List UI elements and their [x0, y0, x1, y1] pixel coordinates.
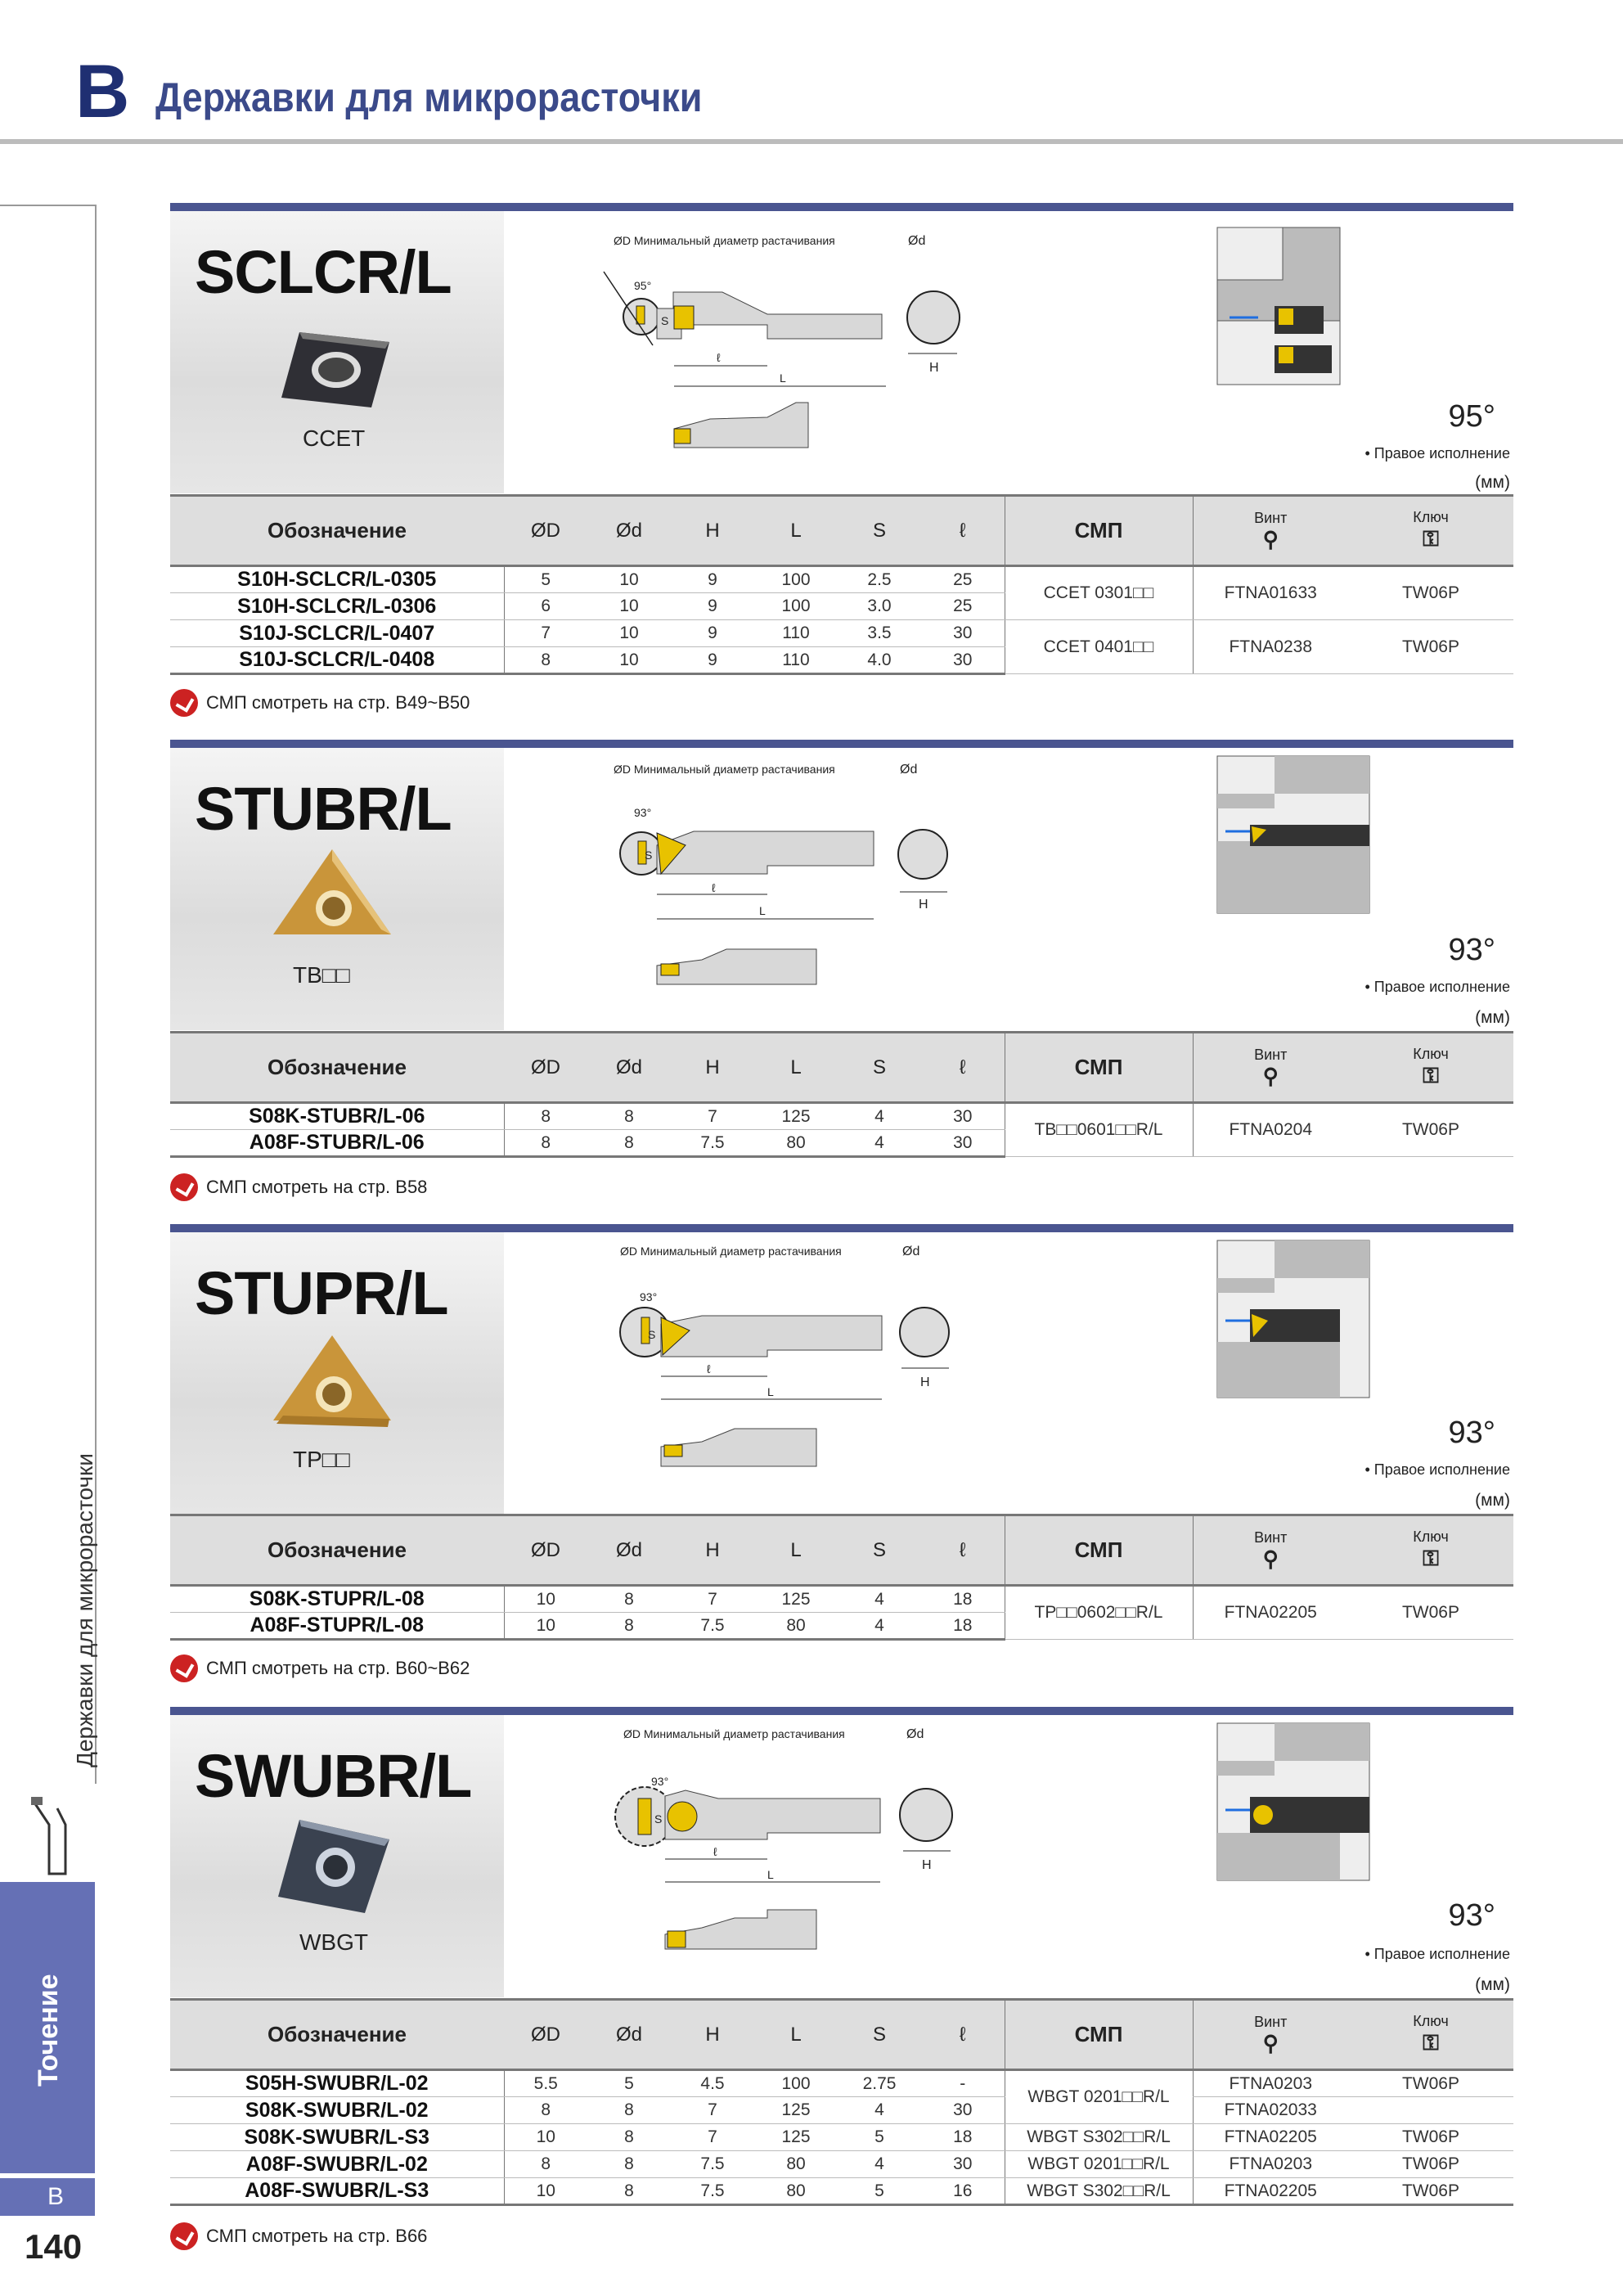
table-row	[170, 2178, 1513, 2205]
product-code-cell: S08K-STUPR/L-08	[170, 1586, 504, 1613]
section-band	[170, 1707, 1513, 1715]
svg-text:L: L	[767, 1868, 774, 1881]
column-header	[1348, 1515, 1513, 1586]
column-header: L	[754, 2000, 838, 2070]
section-band	[170, 203, 1513, 211]
svg-text:H: H	[922, 1858, 932, 1872]
column-header: ℓ	[921, 2000, 1005, 2070]
column-header: ℓ	[921, 1033, 1005, 1103]
table-cell: 9	[671, 620, 754, 647]
product-section-sclcr	[170, 203, 1513, 735]
column-header: H	[671, 1033, 754, 1103]
product-name: STUPR/L	[195, 1259, 448, 1327]
table-row	[170, 2070, 1513, 2097]
table-cell: 5	[838, 2178, 921, 2205]
svg-text:ØD Минимальный диаметр растачи: ØD Минимальный диаметр растачивания	[614, 763, 835, 776]
col-header-screw	[1193, 496, 1348, 566]
page-number: 140	[25, 2227, 83, 2266]
label-text: Винт	[1254, 2013, 1288, 2030]
section-letter: B	[75, 50, 130, 133]
product-code-cell: A08F-SWUBR/L-02	[170, 2151, 504, 2178]
table-cell: 10	[587, 647, 671, 674]
product-name: SCLCR/L	[195, 238, 452, 306]
insert-image-ccet	[267, 326, 398, 416]
table-cell: 10	[587, 620, 671, 647]
table-cell: 80	[754, 2178, 838, 2205]
table-cell: WBGT 0201□□R/L	[1005, 2070, 1193, 2124]
col-header-code: Обозначение	[170, 1033, 504, 1103]
table-cell: 10	[504, 1586, 587, 1613]
table-cell: 30	[921, 2151, 1005, 2178]
tool-dimension-diagram	[522, 1718, 1504, 2001]
table-cell: 7	[671, 1586, 754, 1613]
insert-reference-note[interactable]: СМП смотреть на стр. B60~B62	[170, 1654, 470, 1682]
label-text: Ключ	[1413, 1046, 1449, 1062]
table-cell: 18	[921, 1613, 1005, 1640]
table-cell: 7	[504, 620, 587, 647]
tool-dimension-diagram	[522, 1236, 1504, 1518]
hand-note: • Правое исполнение	[1364, 445, 1510, 461]
product-code-cell: S10H-SCLCR/L-0306	[170, 593, 504, 620]
table-cell: TW06P	[1348, 2151, 1513, 2178]
svg-text:Ød: Ød	[906, 1727, 924, 1741]
table-header-row	[170, 1033, 1513, 1103]
table-cell: FTNA0203	[1193, 2070, 1348, 2097]
table-cell: 4.0	[838, 647, 921, 674]
svg-text:Ød: Ød	[900, 763, 918, 777]
insert-reference-note[interactable]: СМП смотреть на стр. B58	[170, 1173, 427, 1201]
table-cell: 7	[671, 1103, 754, 1130]
table-cell: CCET 0301□□	[1005, 566, 1193, 620]
insert-reference-note[interactable]: СМП смотреть на стр. B66	[170, 2222, 427, 2250]
table-cell: 110	[754, 647, 838, 674]
screw-icon: ⚲	[1262, 1546, 1279, 1571]
column-header: ØD	[504, 1033, 587, 1103]
table-cell: 8	[504, 1103, 587, 1130]
col-header-D: ØD	[504, 496, 587, 566]
table-cell: FTNA01633	[1193, 566, 1348, 620]
insert-image-tb	[267, 844, 398, 943]
table-cell: TB□□0601□□R/L	[1005, 1103, 1193, 1157]
table-cell: 30	[921, 620, 1005, 647]
table-cell: 110	[754, 620, 838, 647]
header-rule	[0, 139, 1623, 144]
approach-angle: 93°	[1448, 1898, 1495, 1933]
table-cell: TW06P	[1348, 620, 1513, 674]
specs-table	[170, 1998, 1513, 2206]
insert-image-tp	[267, 1330, 398, 1429]
svg-text:ℓ: ℓ	[717, 351, 721, 364]
table-cell: 18	[921, 1586, 1005, 1613]
table-header-row	[170, 1515, 1513, 1586]
table-cell: 8	[587, 1103, 671, 1130]
table-cell: 18	[921, 2124, 1005, 2151]
sidebar-tab-turning[interactable]	[0, 1882, 95, 2173]
table-cell: 7.5	[671, 1613, 754, 1640]
specs-table	[170, 1514, 1513, 1641]
label-text: Винт	[1254, 509, 1288, 526]
column-header: Ød	[587, 1033, 671, 1103]
boring-tool-icon	[25, 1792, 82, 1882]
svg-text:H: H	[919, 898, 928, 912]
table-cell: WBGT S302□□R/L	[1005, 2124, 1193, 2151]
specs-table	[170, 1031, 1513, 1158]
svg-text:93°: 93°	[634, 806, 652, 819]
page-link-icon	[170, 1654, 198, 1682]
svg-text:Ød: Ød	[902, 1245, 920, 1258]
insert-type: WBGT	[299, 1929, 368, 1955]
table-cell: 4	[838, 1130, 921, 1157]
svg-text:93°: 93°	[651, 1775, 669, 1788]
hand-note: • Правое исполнение	[1364, 1946, 1510, 1962]
column-header: L	[754, 1033, 838, 1103]
table-cell: 3.0	[838, 593, 921, 620]
col-header-d: Ød	[587, 496, 671, 566]
table-cell: 7	[671, 2097, 754, 2124]
table-cell: WBGT 0201□□R/L	[1005, 2151, 1193, 2178]
table-cell: FTNA02205	[1193, 2178, 1348, 2205]
table-cell: 80	[754, 2151, 838, 2178]
approach-angle: 93°	[1448, 933, 1495, 967]
table-cell: 5.5	[504, 2070, 587, 2097]
column-header: H	[671, 2000, 754, 2070]
col-header-key	[1348, 496, 1513, 566]
table-cell: 125	[754, 2097, 838, 2124]
column-header	[1348, 1033, 1513, 1103]
col-header-code: Обозначение	[170, 496, 504, 566]
table-row	[170, 2097, 1513, 2124]
key-icon: ⚿	[1423, 1063, 1439, 1087]
table-cell: 10	[504, 2178, 587, 2205]
product-code-cell: A08F-STUBR/L-06	[170, 1130, 504, 1157]
svg-text:S: S	[654, 1812, 663, 1826]
col-header-L: L	[754, 496, 838, 566]
table-cell: TW06P	[1348, 1103, 1513, 1157]
product-section-stubr	[170, 740, 1513, 1222]
product-code-cell: A08F-SWUBR/L-S3	[170, 2178, 504, 2205]
product-name: STUBR/L	[195, 775, 452, 843]
sidebar-category-text: Державки для микрорасточки	[72, 1453, 97, 1767]
table-cell: 4	[838, 1586, 921, 1613]
column-header	[1193, 1515, 1348, 1586]
table-cell: 2.5	[838, 566, 921, 593]
table-row	[170, 1586, 1513, 1613]
svg-text:93°: 93°	[640, 1290, 658, 1303]
column-header	[1348, 2000, 1513, 2070]
tool-dimension-diagram	[522, 214, 1504, 497]
product-code-cell: S10J-SCLCR/L-0408	[170, 647, 504, 674]
col-header-insert: СМП	[1005, 496, 1193, 566]
hand-note: • Правое исполнение	[1364, 979, 1510, 995]
table-cell: 9	[671, 647, 754, 674]
table-cell: 10	[504, 2124, 587, 2151]
table-cell: 4	[838, 1103, 921, 1130]
table-cell: 4	[838, 2097, 921, 2124]
column-header: S	[838, 2000, 921, 2070]
table-cell: 10	[587, 566, 671, 593]
svg-text:S: S	[645, 849, 653, 862]
table-cell: 8	[587, 2178, 671, 2205]
approach-angle: 93°	[1448, 1416, 1495, 1450]
table-cell: 8	[504, 1130, 587, 1157]
table-cell: 30	[921, 1103, 1005, 1130]
screw-icon: ⚲	[1262, 1063, 1279, 1088]
table-cell: WBGT S302□□R/L	[1005, 2178, 1193, 2205]
table-cell: 125	[754, 2124, 838, 2151]
table-cell: TW06P	[1348, 566, 1513, 620]
product-code-cell: S05H-SWUBR/L-02	[170, 2070, 504, 2097]
table-cell: 9	[671, 566, 754, 593]
table-cell: 30	[921, 2097, 1005, 2124]
table-cell: 125	[754, 1586, 838, 1613]
screw-icon: ⚲	[1262, 526, 1279, 551]
table-cell: 6	[504, 593, 587, 620]
product-section-stupr	[170, 1224, 1513, 1707]
column-header: L	[754, 1515, 838, 1586]
table-cell: 5	[587, 2070, 671, 2097]
svg-text:ℓ: ℓ	[712, 881, 716, 894]
table-row	[170, 566, 1513, 593]
svg-text:H: H	[929, 361, 939, 375]
table-cell: FTNA0238	[1193, 620, 1348, 674]
key-icon: ⚿	[1423, 526, 1439, 551]
table-cell: 10	[587, 593, 671, 620]
column-header: Обозначение	[170, 2000, 504, 2070]
table-cell: TP□□0602□□R/L	[1005, 1586, 1193, 1640]
column-header: СМП	[1005, 1515, 1193, 1586]
table-row	[170, 2151, 1513, 2178]
insert-image-wbgt	[267, 1815, 398, 1921]
product-code-cell: S10J-SCLCR/L-0407	[170, 620, 504, 647]
table-row	[170, 2124, 1513, 2151]
svg-text:ØD Минимальный диаметр растачи: ØD Минимальный диаметр растачивания	[623, 1727, 845, 1740]
label-text: Ключ	[1413, 1528, 1449, 1545]
product-name: SWUBR/L	[195, 1742, 472, 1810]
table-cell: 25	[921, 593, 1005, 620]
table-cell: TW06P	[1348, 2124, 1513, 2151]
table-cell: 3.5	[838, 620, 921, 647]
table-cell: 8	[587, 2097, 671, 2124]
table-header-row	[170, 2000, 1513, 2070]
column-header	[1193, 1033, 1348, 1103]
sidebar-tab-letter: B	[0, 2178, 95, 2216]
label-text: Винт	[1254, 1528, 1288, 1546]
table-cell: 7.5	[671, 2178, 754, 2205]
table-cell: 8	[587, 1613, 671, 1640]
column-header: H	[671, 1515, 754, 1586]
units-label: (мм)	[1475, 1975, 1510, 1994]
page-link-icon	[170, 2222, 198, 2250]
label-text: Ключ	[1413, 509, 1449, 525]
product-section-swubr	[170, 1707, 1513, 2280]
table-cell: TW06P	[1348, 2178, 1513, 2205]
units-label: (мм)	[1475, 1008, 1510, 1027]
table-cell: 2.75	[838, 2070, 921, 2097]
table-cell: 80	[754, 1613, 838, 1640]
insert-type: TB□□	[293, 962, 350, 988]
insert-reference-note[interactable]: СМП смотреть на стр. B49~B50	[170, 689, 470, 717]
svg-text:95°: 95°	[634, 279, 652, 292]
svg-text:S: S	[648, 1328, 656, 1341]
page-link-icon	[170, 689, 198, 717]
table-cell: 8	[504, 2151, 587, 2178]
column-header: Ød	[587, 2000, 671, 2070]
svg-text:ℓ: ℓ	[707, 1362, 711, 1375]
table-cell: 30	[921, 1130, 1005, 1157]
svg-text:L: L	[767, 1385, 774, 1398]
svg-text:ℓ: ℓ	[713, 1845, 717, 1858]
table-cell: TW06P	[1348, 1586, 1513, 1640]
column-header: Ød	[587, 1515, 671, 1586]
units-label: (мм)	[1475, 473, 1510, 492]
svg-text:S: S	[661, 314, 669, 327]
product-code-cell: S08K-SWUBR/L-S3	[170, 2124, 504, 2151]
table-cell: 10	[504, 1613, 587, 1640]
table-cell: 4.5	[671, 2070, 754, 2097]
svg-text:L: L	[780, 371, 786, 385]
sidebar-rule	[0, 205, 97, 206]
hand-note: • Правое исполнение	[1364, 1461, 1510, 1478]
page-title: Державки для микрорасточки	[155, 74, 703, 120]
table-cell: 100	[754, 566, 838, 593]
col-header-S: S	[838, 496, 921, 566]
column-header: S	[838, 1033, 921, 1103]
table-header-row	[170, 496, 1513, 566]
svg-text:ØD Минимальный диаметр растачи: ØD Минимальный диаметр растачивания	[620, 1245, 842, 1258]
table-cell: -	[921, 2070, 1005, 2097]
table-cell: CCET 0401□□	[1005, 620, 1193, 674]
col-header-insert: СМП	[1005, 1033, 1193, 1103]
table-cell: 100	[754, 593, 838, 620]
table-cell: 8	[587, 1130, 671, 1157]
screw-icon: ⚲	[1262, 2030, 1279, 2055]
table-cell: FTNA0204	[1193, 1103, 1348, 1157]
table-cell: 125	[754, 1103, 838, 1130]
table-cell: 7.5	[671, 1130, 754, 1157]
table-cell: 8	[587, 1586, 671, 1613]
product-code-cell: S08K-SWUBR/L-02	[170, 2097, 504, 2124]
column-header	[1193, 2000, 1348, 2070]
table-cell: FTNA02205	[1193, 2124, 1348, 2151]
column-header: ØD	[504, 1515, 587, 1586]
column-header: ØD	[504, 2000, 587, 2070]
table-cell: TW06P	[1348, 2070, 1513, 2097]
insert-type: TP□□	[293, 1447, 350, 1472]
table-cell: 7.5	[671, 2151, 754, 2178]
svg-text:Ød: Ød	[908, 234, 926, 248]
column-header: ℓ	[921, 1515, 1005, 1586]
section-band	[170, 740, 1513, 748]
table-cell: 100	[754, 2070, 838, 2097]
table-cell: 4	[838, 2151, 921, 2178]
column-header: Обозначение	[170, 1515, 504, 1586]
specs-table	[170, 494, 1513, 675]
insert-type: CCET	[303, 425, 366, 451]
table-row	[170, 620, 1513, 647]
product-code-cell: A08F-STUPR/L-08	[170, 1613, 504, 1640]
table-cell: 8	[504, 2097, 587, 2124]
table-cell: 25	[921, 566, 1005, 593]
page-link-icon	[170, 1173, 198, 1201]
table-cell: 8	[504, 647, 587, 674]
table-cell: 9	[671, 593, 754, 620]
key-icon: ⚿	[1423, 2030, 1439, 2055]
table-cell: FTNA02033	[1193, 2097, 1348, 2124]
key-icon: ⚿	[1423, 1546, 1439, 1570]
table-cell: 8	[587, 2124, 671, 2151]
section-band	[170, 1224, 1513, 1232]
table-cell: 5	[504, 566, 587, 593]
col-header-ell: ℓ	[921, 496, 1005, 566]
svg-text:L: L	[759, 904, 766, 917]
table-cell: 5	[838, 2124, 921, 2151]
sidebar-tab-label: Точение	[33, 1974, 64, 2087]
table-row	[170, 1103, 1513, 1130]
table-cell	[1348, 2097, 1513, 2124]
table-cell: FTNA02205	[1193, 1586, 1348, 1640]
svg-text:H: H	[920, 1375, 930, 1389]
col-header-H: H	[671, 496, 754, 566]
table-cell: 80	[754, 1130, 838, 1157]
table-cell: 7	[671, 2124, 754, 2151]
product-code-cell: S10H-SCLCR/L-0305	[170, 566, 504, 593]
column-header: СМП	[1005, 2000, 1193, 2070]
units-label: (мм)	[1475, 1491, 1510, 1510]
table-cell: FTNA0203	[1193, 2151, 1348, 2178]
label-text: Винт	[1254, 1046, 1288, 1063]
table-cell: 8	[587, 2151, 671, 2178]
min-bore-label: ØD Минимальный диаметр растачивания	[614, 234, 835, 247]
table-cell: 30	[921, 647, 1005, 674]
product-code-cell: S08K-STUBR/L-06	[170, 1103, 504, 1130]
column-header: S	[838, 1515, 921, 1586]
approach-angle: 95°	[1448, 399, 1495, 434]
table-cell: 16	[921, 2178, 1005, 2205]
tool-dimension-diagram	[522, 751, 1504, 1033]
table-cell: 4	[838, 1613, 921, 1640]
label-text: Ключ	[1413, 2013, 1449, 2029]
